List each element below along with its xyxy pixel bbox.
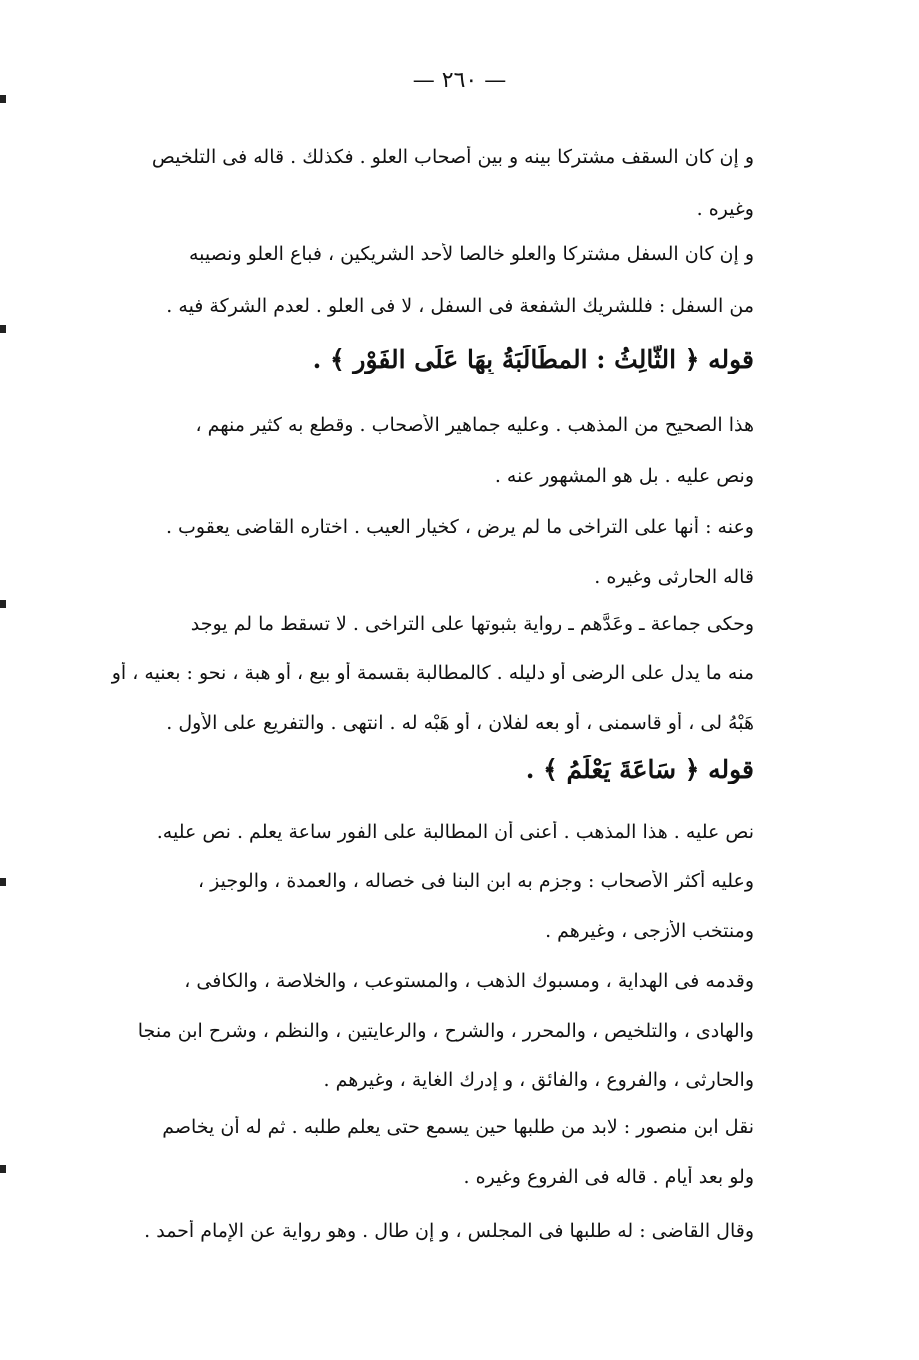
section-heading: قوله ﴿ سَاعَةَ يَعْلَمُ ﴾ .: [525, 755, 754, 784]
scan-margin-mark: [0, 1165, 6, 1173]
text-line: وقدمه فى الهداية ، ومسبوك الذهب ، والمستوعب ، والخلاصة ، والكافى ،: [184, 970, 754, 992]
text-line: وغيره .: [696, 198, 754, 220]
scan-margin-mark: [0, 325, 6, 333]
text-line: نقل ابن منصور : لابد من طلبها حين يسمع حتى يعلم طلبه . ثم له أن يخاصم: [162, 1116, 754, 1138]
text-line: هَبْهُ لى ، أو قاسمنى ، أو بعه لفلان ، أو هَبْه له . انتهى . والتفريع على الأول .: [166, 712, 754, 734]
text-line: وعنه : أنها على التراخى ما لم يرض ، كخيار العيب . اختاره القاضى يعقوب .: [165, 516, 754, 538]
text-line: ولو بعد أيام . قاله فى الفروع وغيره .: [463, 1166, 754, 1188]
text-line: هذا الصحيح من المذهب . وعليه جماهير الأصحاب . وقطع به كثير منهم ،: [195, 414, 754, 436]
text-line: قاله الحارثى وغيره .: [594, 566, 754, 588]
page-number: — ٢٦٠ —: [412, 68, 507, 93]
scan-margin-mark: [0, 878, 6, 886]
text-line: والهادى ، والتلخيص ، والمحرر ، والشرح ، والرعايتين ، والنظم ، وشرح ابن منجا: [137, 1020, 754, 1042]
text-line: من السفل : فللشريك الشفعة فى السفل ، لا فى العلو . لعدم الشركة فيه .: [166, 295, 754, 317]
scan-margin-mark: [0, 95, 6, 103]
text-line: وحكى جماعة ـ وعَدَّهم ـ رواية بثبوتها على التراخى . لا تسقط ما لم يوجد: [190, 613, 754, 635]
text-line: و إن كان السقف مشتركا بينه و بين أصحاب العلو . فكذلك . قاله فى التلخيص: [151, 146, 754, 168]
text-line: نص عليه . هذا المذهب . أعنى أن المطالبة على الفور ساعة يعلم . نص عليه.: [156, 821, 754, 843]
text-line: وقال القاضى : له طلبها فى المجلس ، و إن طال . وهو رواية عن الإمام أحمد .: [144, 1220, 754, 1242]
text-line: والحارثى ، والفروع ، والفائق ، و إدرك الغاية ، وغيرهم .: [323, 1069, 754, 1091]
text-line: ونص عليه . بل هو المشهور عنه .: [494, 465, 754, 487]
text-line: وعليه أكثر الأصحاب : وجزم به ابن البنا فى خصاله ، والعمدة ، والوجيز ،: [197, 870, 754, 892]
text-line: ومنتخب الأزجى ، وغيرهم .: [545, 920, 754, 942]
text-line: و إن كان السفل مشتركا والعلو خالصا لأحد الشريكين ، فباع العلو ونصيبه: [188, 243, 754, 265]
scan-margin-mark: [0, 600, 6, 608]
text-line: منه ما يدل على الرضى أو دليله . كالمطالبة بقسمة أو بيع ، أو هبة ، نحو : بعنيه ، أو: [111, 662, 754, 684]
section-heading: قوله ﴿ الثَّالِثُ : المطَالَبَةُ بِهَا عَلَى الفَوْرِ ﴾ .: [312, 345, 754, 374]
